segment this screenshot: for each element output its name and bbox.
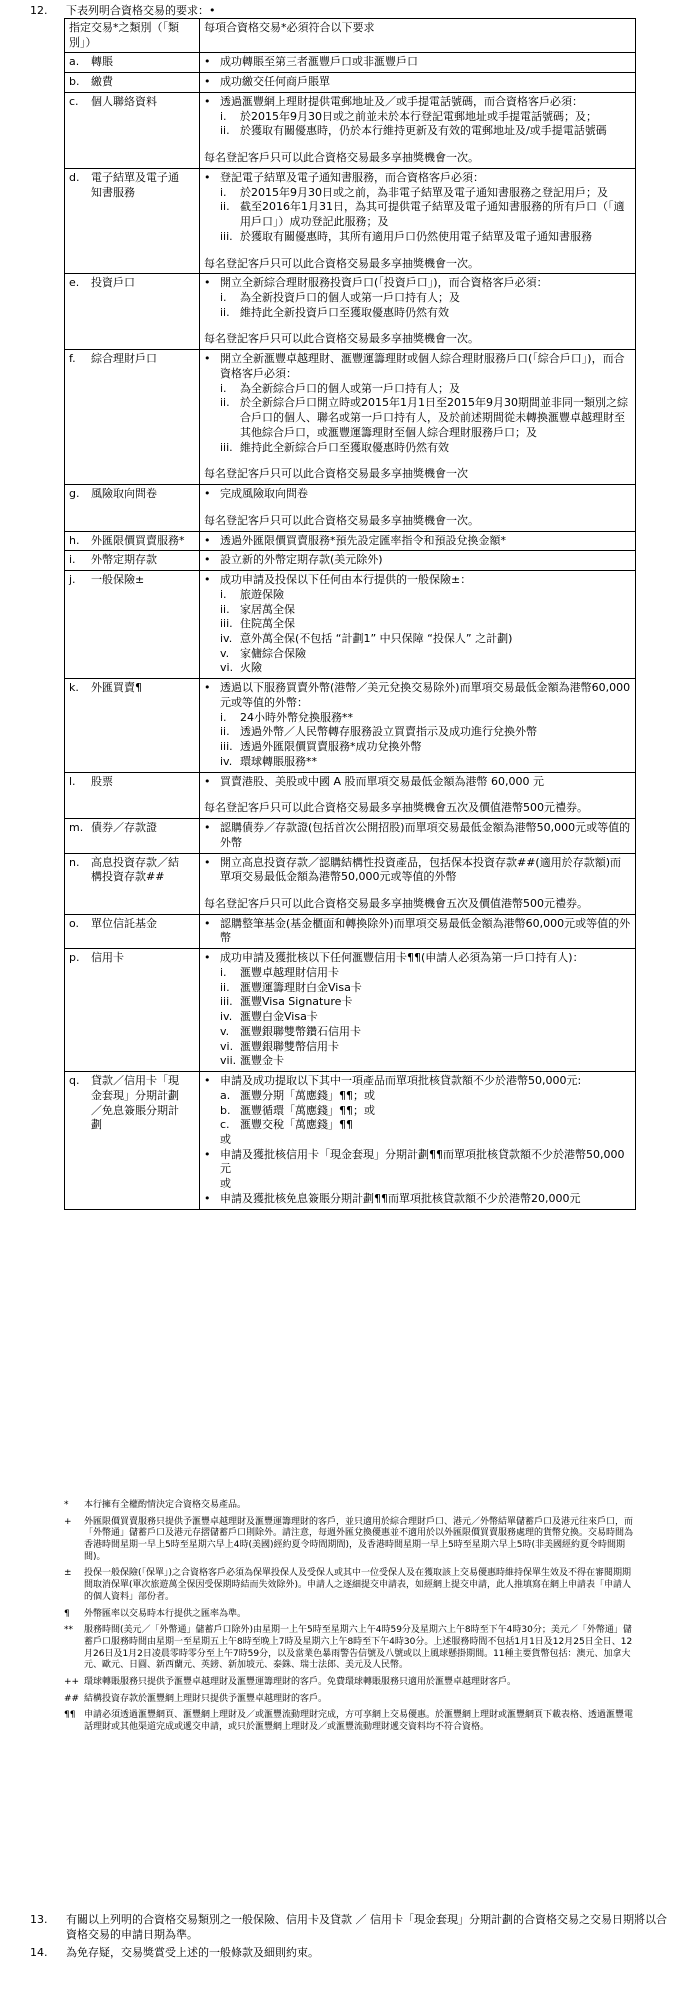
table-row [65,772,636,818]
footnote-mark: ** [64,1625,73,1636]
category-cell [65,1072,200,1210]
section-number: 12. [30,4,48,17]
category-letter: a. [69,55,80,69]
sub-item [204,200,631,229]
sub-item [204,711,631,726]
footnote-text: 申請必須透過滙豐網頁、滙豐網上理財及／或滙豐流動理財完成，方可享網上交易優惠。於滙豐網上理財或滙豐網頁下載表格、透過滙豐電話理財或其他渠道完成或遞交申請，或只於滙豐網上理財及／或滙豐流動理財遞交資料均不符合資格。 [84,1710,634,1732]
sub-item-number: v. [220,646,230,660]
category-letter: m. [69,821,84,835]
requirement-bullet [204,1148,631,1177]
sub-item-text: 為全新綜合戶口的個人或第一戶口持有人；及 [240,381,460,395]
bullet-text: 買賣港股、美股或中國 A 股而單項交易最低金額為港幣 60,000 元 [220,774,544,788]
footnote-mark: ¶¶ [64,1710,76,1721]
footnote-mark: ## [64,1693,80,1704]
requirement-bullet [204,681,631,710]
sub-item-number: ii. [220,305,230,319]
category-name: 外匯買賣¶ [91,681,142,695]
bullet-icon: • [204,352,211,366]
table-row [65,853,636,914]
table-row [65,531,636,551]
sub-item-number: ii. [220,396,230,410]
requirement-cell [200,92,636,168]
sub-item-number: ii. [220,602,230,616]
table-row [65,571,636,679]
requirement-bullet [204,553,631,568]
category-cell [65,168,200,273]
table-row [65,914,636,948]
footnote-item [64,1568,636,1603]
sub-item [204,725,631,740]
sub-item [204,230,631,245]
sub-item [204,740,631,755]
sub-item-text: 滙豐白金Visa卡 [240,1010,318,1024]
bullet-icon: • [204,276,211,290]
requirement-bullet [204,55,631,70]
header-requirement: 每項合資格交易*必須符合以下要求 [200,19,636,53]
footnote-text: 投保一般保險(「保單」)之合資格客戶必須為保單投保人及受保人或其中一位受保人及在獲取該上交易優惠時維持保單生效及不得在審閱期期間取消保單(單次旅遊萬全保因受保期時結而失效除外)。申請人之逐細提交申請表，如經網上提交申請，此人推填寫在網上申請表「申請人的個人資料」部份者。 [84,1568,632,1602]
bullet-icon: • [204,951,211,965]
footnote-text: 本行擁有全權酌情決定合資格交易產品。 [84,1500,247,1510]
sub-item-text: 滙豐卓越理財信用卡 [240,965,339,979]
table-row [65,551,636,571]
footnote-mark: ++ [64,1676,80,1687]
category-name: 電子結單及電子通知書服務 [91,170,179,199]
category-letter: h. [69,533,80,547]
table-row [65,92,636,168]
header-category: 指定交易*之類別（「類別」） [65,19,200,53]
category-cell [65,571,200,679]
section-intro: 下表列明合資格交易的要求：• [66,4,216,17]
category-letter: j. [69,573,76,587]
category-name: 綜合理財戶口 [91,352,157,366]
category-letter: c. [69,94,79,108]
sub-item-text: 滙豐Visa Signature卡 [240,995,353,1009]
footnote-text: 服務時間(美元／「外幣通」儲蓄戶口除外)由星期一上午5時至星期六上午4時59分及星期六上午8時至下午4時30分；美元／「外幣通」儲蓄戶口服務時間由星期一至星期五上午8時至晚上7時及星期六上午8時至下午4時30分。上述服務時間不包括1月1日及12月25日全日、12月26日及1月2日凌晨零時零分至上午7時59分，以及當業色暴雨警告信號及八號或以上風球懸掛期間。11種主要貨幣包括：澳元、加拿大元、歐元、日圓、新西蘭元、英鎊、新加坡元、泰銖、瑞士法郎、美元及人民幣。 [84,1625,633,1671]
footnote-item [64,1694,636,1706]
sub-item [204,1118,631,1133]
row-note: 每名登記客戶只可以此合資格交易最多享抽獎機會一次。 [204,513,479,527]
row-note: 每名登記客戶只可以此合資格交易最多享抽獎機會一次。 [204,332,479,346]
sub-item-text: 為全新投資戶口的個人或第一戶口持有人；及 [240,291,460,305]
category-name: 個人聯絡資料 [91,94,157,108]
bullet-text: 透過滙豐網上理財提供電郵地址及／或手提電話號碼，而合資格客戶必須： [220,94,583,108]
qualifying-transactions-table [64,18,636,1210]
sub-item-text: 火險 [240,661,262,675]
sub-item-text: 滙豐運籌理財白金Visa卡 [240,980,362,994]
sub-item [204,966,631,981]
sub-item-text: 滙豐交稅「萬應錢」¶¶ [240,1118,353,1132]
sub-item-number: iii. [220,995,233,1009]
clause-text: 有關以上列明的合資格交易類別之一般保險、信用卡及貸款 ／ 信用卡「現金套現」分期計劃的合資格交易之交易日期將以合資格交易的申請日期為準。 [66,1913,667,1942]
bullet-icon: • [204,94,211,108]
sub-item [204,1104,631,1119]
bullet-text: 成功轉賬至第三者滙豐戶口或非滙豐戶口 [220,55,418,69]
requirement-cell [200,53,636,73]
category-name: 債券／存款證 [91,821,157,835]
table-row [65,1072,636,1210]
sub-item-text: 滙豐分期「萬應錢」¶¶；或 [240,1088,375,1102]
sub-item-text: 家傭綜合保險 [240,646,306,660]
row-note: 每名登記客戶只可以此合資格交易最多享抽獎機會一次。 [204,256,479,270]
category-cell [65,53,200,73]
category-letter: p. [69,951,80,965]
footnote-item [64,1517,636,1564]
requirement-cell [200,853,636,914]
requirement-bullet [204,951,631,966]
bullet-icon: • [204,1191,211,1205]
sub-item [204,110,631,125]
bullet-text: 申請及獲批核免息簽賬分期計劃¶¶而單項批核貸款額不少於港幣20,000元 [220,1191,581,1205]
sub-item-number: vii. [220,1054,237,1068]
table-header-row [65,19,636,53]
category-cell [65,853,200,914]
sub-item-text: 於2015年9月30日或之前，為非電子結單及電子通知書服務之登記用戶；及 [240,185,608,199]
bullet-icon: • [204,681,211,695]
footnote-mark: + [64,1516,72,1527]
sub-item [204,1010,631,1025]
closing-clause [30,1945,670,1960]
sub-item [204,1025,631,1040]
category-letter: o. [69,916,80,930]
requirement-cell [200,73,636,93]
sub-item [204,661,631,676]
requirement-bullet [204,352,631,381]
requirement-cell [200,819,636,853]
category-cell [65,949,200,1072]
category-cell [65,73,200,93]
footnote-text: 外幣匯率以交易時本行提供之匯率為準。 [84,1608,247,1619]
clause-number: 13. [30,1913,48,1926]
table-row [65,168,636,273]
bullet-icon: • [204,487,211,501]
row-note: 每名登記客戶只可以此合資格交易最多享抽獎機會五次及價值港幣500元禮券。 [204,801,588,815]
sub-item-number: iii. [220,740,233,754]
bullet-text: 設立新的外幣定期存款(美元除外) [220,553,383,567]
category-letter: k. [69,681,79,695]
footnote-text: 結構投資存款於滙豐網上理財只提供予滙豐卓越理財的客戶。 [84,1693,328,1704]
category-letter: i. [69,553,76,567]
requirement-cell [200,914,636,948]
sub-item-text: 於獲取有關優惠時，其所有適用戶口仍然使用電子結單及電子通知書服務 [240,229,592,243]
sub-item-number: i. [220,965,227,979]
requirement-bullet [204,95,631,110]
sub-item-number: iii. [220,229,233,243]
table-row [65,949,636,1072]
sub-item-text: 意外萬全保(不包括 “計劃1” 中只保障 “投保人” 之計劃) [240,631,513,645]
bullet-text: 開立全新綜合理財服務投資戶口(「投資戶口」)，而合資格客戶必須： [220,276,548,290]
category-name: 高息投資存款／結構投資存款## [91,855,179,884]
bullet-icon: • [204,55,211,69]
sub-item-number: iv. [220,1010,233,1024]
requirement-cell [200,350,636,485]
requirement-bullet [204,1074,631,1089]
category-name: 風險取向問卷 [91,487,157,501]
sub-item-text: 滙豐循環「萬應錢」¶¶；或 [240,1103,375,1117]
category-cell [65,350,200,485]
sub-item-text: 24小時外幣兌換服務** [240,710,353,724]
sub-item-number: i. [220,109,227,123]
sub-item [204,382,631,397]
or-connector: 或 [220,1177,231,1191]
category-name: 投資戶口 [91,276,135,290]
requirement-cell [200,485,636,531]
table-row [65,350,636,485]
bullet-text: 登記電子結單及電子通知書服務，而合資格客戶必須： [220,170,484,184]
bullet-icon: • [204,573,211,587]
closing-clause [30,1912,670,1943]
sub-item [204,617,631,632]
bullet-icon: • [204,170,211,184]
requirement-cell [200,551,636,571]
category-name: 外幣定期存款 [91,553,157,567]
sub-item [204,124,631,139]
table-row [65,73,636,93]
bullet-icon: • [204,821,211,835]
footnote-item [64,1710,636,1733]
footnote-item [64,1625,636,1672]
sub-item [204,1040,631,1055]
sub-item-text: 於全新綜合戶口開立時或2015年1月1日至2015年9月30期間並非同一類別之綜合戶口的個人、聯名或第一戶口持有人，及於前述期間從未轉換滙豐卓越理財至其他綜合戶口，或滙豐運籌理財至個人綜合理財服務戶口；及 [240,396,628,439]
requirement-bullet [204,534,631,549]
bullet-icon: • [204,855,211,869]
sub-item [204,647,631,662]
requirement-cell [200,531,636,551]
table-row [65,819,636,853]
category-cell [65,679,200,772]
sub-item-number: ii. [220,980,230,994]
sub-item [204,396,631,440]
requirement-cell [200,1072,636,1210]
footnote-item [64,1677,636,1689]
sub-item-number: vi. [220,661,234,675]
sub-item-number: iii. [220,617,233,631]
sub-item-number: i. [220,381,227,395]
category-letter: e. [69,276,80,290]
category-cell [65,274,200,350]
table-row [65,274,636,350]
sub-item [204,588,631,603]
requirement-bullet [204,821,631,850]
requirement-bullet [204,917,631,946]
bullet-text: 完成風險取向問卷 [220,487,308,501]
clause-number: 14. [30,1945,48,1959]
category-letter: b. [69,75,80,89]
category-cell [65,551,200,571]
bullet-text: 透過以下服務買賣外幣(港幣／美元兌換交易除外)而單項交易最低金額為港幣60,000元或等值的外幣： [220,681,631,709]
sub-item-text: 截至2016年1月31日，為其可提供電子結單及電子通知書服務的所有戶口（「適用戶口」）成功登記此服務；及 [240,200,625,229]
bullet-icon: • [204,75,211,89]
category-cell [65,485,200,531]
table-row [65,53,636,73]
category-cell [65,92,200,168]
sub-item [204,995,631,1010]
table-row [65,485,636,531]
requirement-cell [200,772,636,818]
sub-item-text: 維持此全新綜合戶口至獲取優惠時仍然有效 [240,440,449,454]
sub-item-number: iii. [220,440,233,454]
category-letter: f. [69,352,76,366]
row-note: 每名登記客戶只可以此合資格交易最多享抽獎機會五次及價值港幣500元禮券。 [204,896,588,910]
section-12-heading [30,4,670,19]
bullet-text: 成功申請及獲批核以下任何滙豐信用卡¶¶(申請人必須為第一戶口持有人)： [220,951,584,965]
footnote-mark: ¶ [64,1608,70,1619]
sub-item-number: vi. [220,1039,234,1053]
sub-item-number: b. [220,1103,231,1117]
sub-item-text: 環球轉賬服務** [240,754,317,768]
footnote-text: 環球轉賬服務只提供予滙豐卓越理財及滙豐運籌理財的客戶。免費環球轉賬服務只適用於滙豐卓越理財客戶。 [84,1676,517,1687]
sub-item-text: 透過外幣／人民幣轉存服務設立買賣指示及成功進行兌換外幣 [240,725,537,739]
sub-item-text: 住院萬全保 [240,617,295,631]
row-note: 每名登記客戶只可以此合資格交易最多享抽獎機會一次 [204,467,468,481]
sub-item-number: i. [220,185,227,199]
footnote-item [64,1609,636,1621]
requirement-bullet [204,276,631,291]
sub-item-number: a. [220,1088,231,1102]
sub-item-text: 於2015年9月30日或之前並未於本行登記電郵地址或手提電話號碼；及； [240,109,597,123]
footnote-mark: ± [64,1568,72,1579]
sub-item-number: i. [220,291,227,305]
bullet-icon: • [204,533,211,547]
requirement-cell [200,274,636,350]
sub-item-number: i. [220,587,227,601]
bullet-text: 成功繳交任何商戶賬單 [220,75,330,89]
sub-item [204,306,631,321]
requirement-cell [200,571,636,679]
sub-item [204,981,631,996]
sub-item [204,441,631,456]
category-letter: n. [69,855,80,869]
category-name: 轉賬 [91,55,113,69]
footnote-text: 外匯限價買賣服務只提供予滙豐卓越理財及滙豐運籌理財的客戶，並只適用於綜合理財戶口、港元／外幣結單儲蓄戶口及港元往來戶口，而「外幣通」儲蓄戶口及港元存摺儲蓄戶口則除外。請注意，每週外匯兌換優惠並不適用於以外匯限價買賣服務處理的貨幣兌換。交易時間為香港時間星期一早上5時至星期六早上4時(美國)經約夏令時間期間)，及香港時間星期一早上5時至星期六早上5時(非美國經約夏令時間期間)。 [84,1516,634,1562]
clause-text: 為免存疑，交易獎賞受上述的一般條款及細則約束。 [66,1945,319,1959]
category-name: 貸款／信用卡「現金套現」分期計劃／免息簽賬分期計劃 [91,1074,179,1132]
sub-item-number: iv. [220,754,233,768]
sub-item-text: 家居萬全保 [240,602,295,616]
category-name: 單位信託基金 [91,916,157,930]
bullet-text: 成功申請及投保以下任何由本行提供的一般保險±： [220,573,472,587]
requirement-bullet [204,775,631,790]
requirement-bullet [204,75,631,90]
row-note: 每名登記客戶只可以此合資格交易最多享抽獎機會一次。 [204,151,479,165]
sub-item-number: ii. [220,725,230,739]
requirement-bullet [204,573,631,588]
category-cell [65,914,200,948]
category-cell [65,772,200,818]
sub-item-text: 維持此全新投資戶口至獲取優惠時仍然有效 [240,305,449,319]
sub-item-text: 透過外匯限價買賣服務*成功兌換外幣 [240,740,422,754]
requirement-bullet [204,856,631,885]
sub-item-number: ii. [220,124,230,138]
bullet-text: 認購債券／存款證(包括首次公開招股)而單項交易最低金額為港幣50,000元或等值的外幣 [220,821,631,849]
bullet-text: 申請及成功提取以下其中一項產品而單項批核貸款額不少於港幣50,000元: [220,1074,582,1088]
sub-item-text: 旅遊保險 [240,587,284,601]
sub-item [204,603,631,618]
category-name: 信用卡 [91,951,124,965]
sub-item-number: i. [220,710,227,724]
sub-item-number: ii. [220,200,230,214]
category-name: 外匯限價買賣服務* [91,533,185,547]
requirement-cell [200,168,636,273]
sub-item-number: v. [220,1024,230,1038]
sub-item [204,291,631,306]
table-row [65,679,636,772]
category-name: 繳費 [91,75,113,89]
category-name: 一般保險± [91,573,145,587]
requirement-cell [200,679,636,772]
bullet-icon: • [204,774,211,788]
footnotes [64,1500,636,1739]
sub-item-number: c. [220,1118,230,1132]
bullet-text: 開立全新滙豐卓越理財、滙豐運籌理財或個人綜合理財服務戶口(「綜合戶口」)，而合資格客戶必須： [220,352,625,380]
bullet-icon: • [204,1147,211,1161]
bullet-text: 認購整筆基金(基金櫃面和轉換除外)而單項交易最低金額為港幣60,000元或等值的外幣 [220,916,631,945]
bullet-icon: • [204,553,211,567]
sub-item [204,632,631,647]
requirement-cell [200,949,636,1072]
sub-item [204,1089,631,1104]
category-cell [65,819,200,853]
bullet-text: 申請及獲批核信用卡「現金套現」分期計劃¶¶而單項批核貸款額不少於港幣50,000元 [220,1147,625,1176]
bullet-text: 透過外匯限價買賣服務*預先設定匯率指令和預設兌換金額* [220,533,506,547]
sub-item-number: iv. [220,631,233,645]
footnote-mark: * [64,1500,69,1510]
requirement-bullet [204,1192,631,1207]
footnote-item [64,1500,636,1512]
requirement-bullet [204,487,631,502]
category-name: 股票 [91,774,113,788]
sub-item [204,186,631,201]
category-letter: l. [69,774,76,788]
category-letter: d. [69,170,80,184]
or-connector: 或 [220,1133,231,1146]
closing-clauses [30,1912,670,1962]
sub-item-text: 於獲取有關優惠時，仍於本行維持更新及有效的電郵地址及/或手提電話號碼 [240,124,607,138]
category-letter: g. [69,487,80,501]
sub-item-text: 滙豐金卡 [240,1054,284,1068]
requirement-bullet [204,171,631,186]
sub-item-text: 滙豐銀聯雙幣鑽石信用卡 [240,1024,361,1038]
sub-item-text: 滙豐銀聯雙幣信用卡 [240,1039,339,1053]
category-cell [65,531,200,551]
bullet-icon: • [204,916,211,930]
bullet-text: 開立高息投資存款／認購結構性投資產品，包括保本投資存款##(適用於存款額)而單項交易最低金額為港幣50,000元或等值的外幣 [220,855,622,884]
sub-item [204,1054,631,1069]
category-letter: q. [69,1074,80,1088]
bullet-icon: • [204,1074,211,1088]
sub-item [204,755,631,770]
